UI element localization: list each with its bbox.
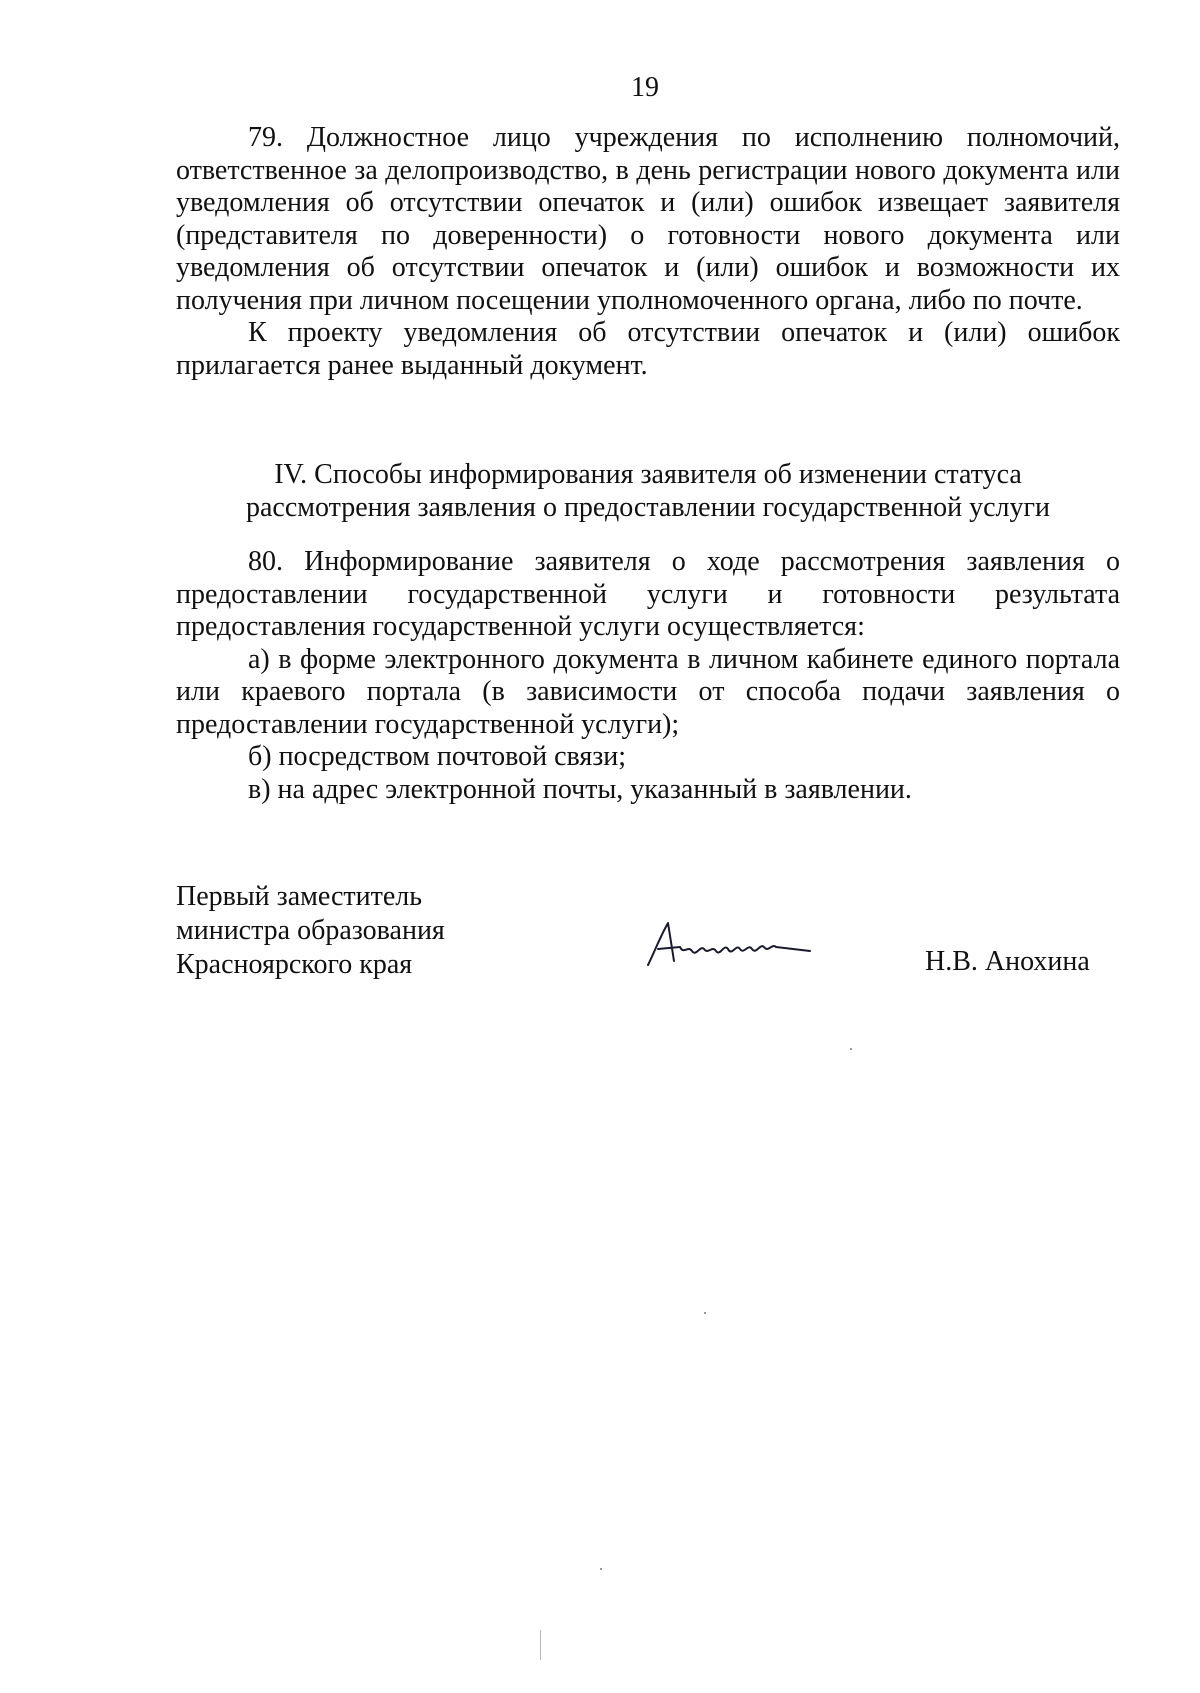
signatory-title-line-2: министра образования [176,915,445,946]
paragraph-79: 79. Должностное лицо учреждения по исполнению полномочий, ответственное за делопроизводство, в день регистрации нового документа или уведомления об отсутствии опечаток и (или) ошибок извещает заявителя (представителя по доверенности) о готовности нового документа или уведомления об отсутствии опечаток и (или) ошибок и возможности их получения при личном посещении уполномоченного органа, либо по почте. [176,122,1120,316]
signatory-title [176,880,445,982]
signatory-name: Н.В. Анохина [925,946,1090,977]
page-number: 19 [631,72,659,103]
scan-speck [600,1568,602,1570]
section-heading [176,458,1120,524]
scan-artifact [540,1630,541,1660]
paragraph-80-item-b: б) посредством почтовой связи; [248,741,627,772]
paragraph-80-item-a: а) в форме электронного документа в личном кабинете единого портала или краевого портала (в зависимости от способа подачи заявления о предоставлении государственной услуги); [176,643,1120,740]
scan-speck [850,1048,852,1050]
paragraph-79-attachment-note: К проекту уведомления об отсутствии опечаток и (или) ошибок прилагается ранее выданный документ. [176,317,1120,381]
paragraph-79-block [176,122,1120,382]
paragraph-80-block [176,546,1120,806]
section-heading-line-1: IV. Способы информирования заявителя об изменении статуса [274,459,1022,490]
paragraph-80-intro: 80. Информирование заявителя о ходе рассмотрения заявления о предоставлении государственной услуги и готовности результата предоставления государственной услуги осуществляется: [176,546,1120,642]
handwritten-signature [640,915,840,975]
scan-speck [704,1312,706,1314]
paragraph-80-item-c: в) на адрес электронной почты, указанный в заявлении. [248,773,912,805]
section-heading-line-2: рассмотрения заявления о предоставлении государственной услуги [245,492,1050,523]
signatory-title-line-1: Первый заместитель [176,881,423,912]
signatory-title-line-3: Красноярского края [176,949,413,980]
